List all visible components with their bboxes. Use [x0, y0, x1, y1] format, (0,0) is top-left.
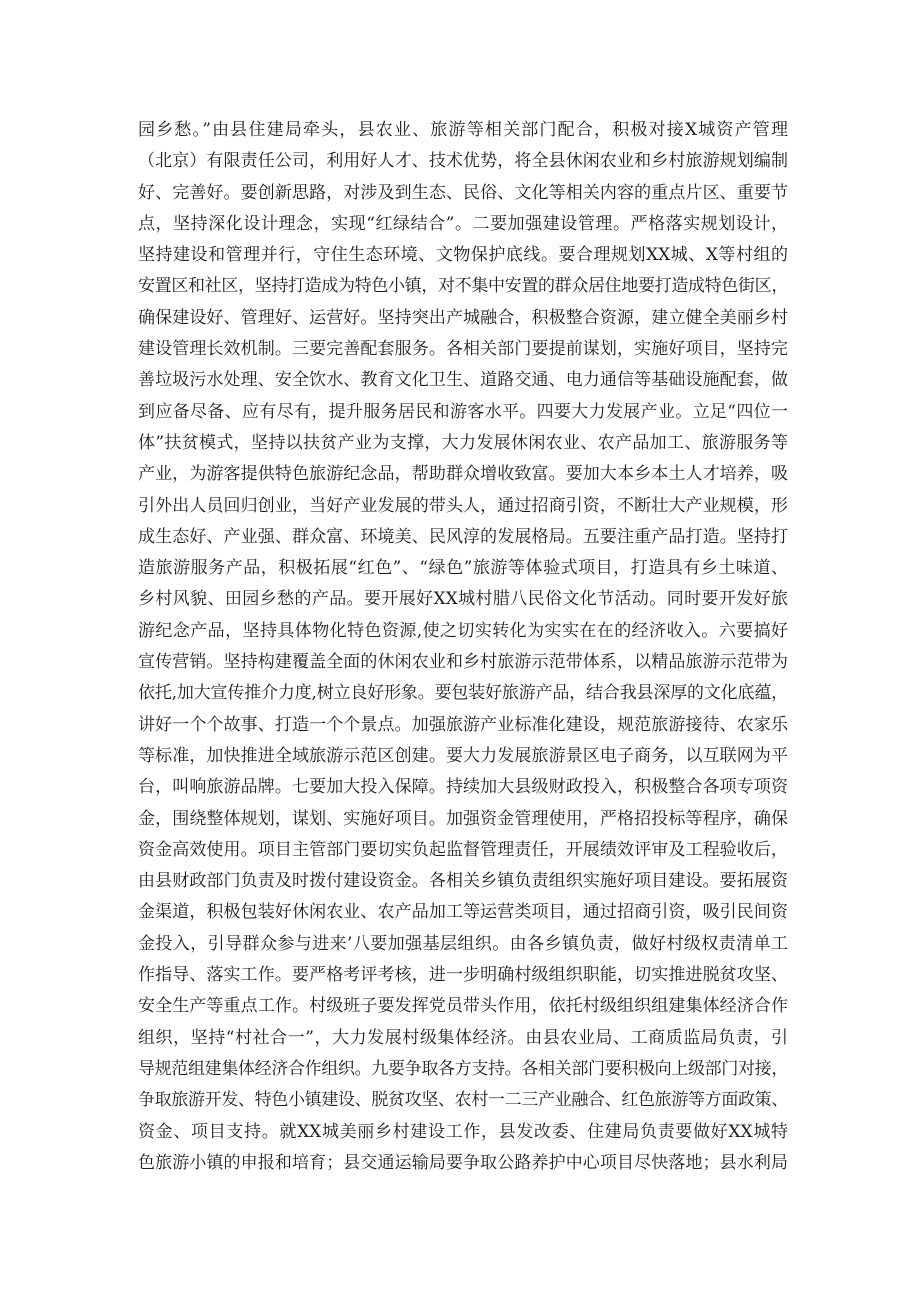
text-line: 宣传营销。坚持构建覆盖全面的休闲农业和乡村旅游示范带体系，以精品旅游示范带为: [138, 652, 788, 673]
text-line: 讲好一个个故事、打造一个个景点。加强旅游产业标准化建设，规范旅游接待、农家乐: [138, 714, 788, 735]
text-line: 作指导、落实工作。要严格考评考核，进一步明确村级组织职能，切实推进脱贫攻坚、: [138, 965, 788, 986]
body-paragraph: [138, 115, 788, 1179]
text-line: 金渠道，积极包装好休闲农业、农产品加工等运营类项目，通过招商引资，吸引民间资: [138, 902, 788, 923]
text-line: 由县财政部门负责及时拨付建设资金。各相关乡镇负责组织实施好项目建设。要拓展资: [138, 871, 788, 892]
text-line: 台，叫响旅游品牌。七要加大投入保障。持续加大县级财政投入，积极整合各项专项资: [138, 777, 788, 798]
text-line: 组织，坚持“村社合一”，大力发展村级集体经济。由县农业局、工商质监局负责，引: [138, 1027, 788, 1048]
text-line: 等标准，加快推进全域旅游示范区创建。要大力发展旅游景区电子商务，以互联网为平: [138, 745, 788, 766]
text-line: 建设管理长效机制。三要完善配套服务。各相关部门要提前谋划，实施好项目，坚持完: [138, 339, 788, 360]
text-line: 成生态好、产业强、群众富、环境美、民风淳的发展格局。五要注重产品打造。坚持打: [138, 526, 788, 547]
text-line: （北京）有限责任公司，利用好人才、技术优势，将全县休闲农业和乡村旅游规划编制: [138, 151, 788, 172]
text-line: 依托,加大宣传推介力度,树立良好形象。要包装好旅游产品，结合我县深厚的文化底蕴，: [138, 683, 788, 704]
text-line: 资金、项目支持。就XX城美丽乡村建设工作，县发改委、住建局负责要做好XX城特: [138, 1121, 788, 1142]
text-line: 造旅游服务产品，积极拓展“红色”、“绿色”旅游等体验式项目，打造具有乡土味道、: [138, 558, 788, 579]
text-line: 导规范组建集体经济合作组织。九要争取各方支持。各相关部门要积极向上级部门对接，: [138, 1058, 788, 1079]
text-line: 安置区和社区，坚持打造成为特色小镇，对不集中安置的群众居住地要打造成特色街区，: [138, 276, 788, 297]
text-line: 产业，为游客提供特色旅游纪念品，帮助群众增收致富。要加大本乡本土人才培养，吸: [138, 464, 788, 485]
text-line: 争取旅游开发、特色小镇建设、脱贫攻坚、农村一二三产业融合、红色旅游等方面政策、: [138, 1090, 788, 1111]
text-line: 乡村风貌、田园乡愁的产品。要开展好XX城村腊八民俗文化节活动。同时要开发好旅: [138, 589, 788, 610]
text-line: 金，围绕整体规划，谋划、实施好项目。加强资金管理使用，严格招投标等程序，确保: [138, 808, 788, 829]
text-line: 金投入，引导群众参与进来’八要加强基层组织。由各乡镇负责，做好村级权责清单工: [138, 933, 788, 954]
text-line: 色旅游小镇的申报和培育；县交通运输局要争取公路养护中心项目尽快落地；县水利局: [138, 1152, 788, 1173]
text-line: 点，坚持深化设计理念，实现“红绿结合”。二要加强建设管理。严格落实规划设计，: [138, 213, 788, 234]
text-line: 园乡愁。”由县住建局牵头，县农业、旅游等相关部门配合，积极对接X城资产管理: [138, 120, 788, 140]
text-line: 到应备尽备、应有尽有，提升服务居民和游客水平。四要大力发展产业。立足“四位一: [138, 401, 788, 422]
text-line: 引外出人员回归创业，当好产业发展的带头人，通过招商引资，不断壮大产业规模，形: [138, 495, 788, 516]
text-line: 资金高效使用。项目主管部门要切实负起监督管理责任，开展绩效评审及工程验收后，: [138, 839, 788, 860]
text-line: 善垃圾污水处理、安全饮水、教育文化卫生、道路交通、电力通信等基础设施配套，做: [138, 370, 788, 391]
text-line: 好、完善好。要创新思路，对涉及到生态、民俗、文化等相关内容的重点片区、重要节: [138, 182, 788, 203]
text-line: 安全生产等重点工作。村级班子要发挥党员带头作用，依托村级组织组建集体经济合作: [138, 996, 788, 1017]
text-line: 游纪念产品，坚持具体物化特色资源,使之切实转化为实实在在的经济收入。六要搞好: [138, 620, 788, 641]
text-line: 体”扶贫模式，坚持以扶贫产业为支撑，大力发展休闲农业、农产品加工、旅游服务等: [138, 432, 788, 453]
text-line: 确保建设好、管理好、运营好。坚持突出产城融合，积极整合资源，建立健全美丽乡村: [138, 307, 788, 328]
text-line: 坚持建设和管理并行，守住生态环境、文物保护底线。要合理规划XX城、X等村组的: [138, 245, 788, 266]
